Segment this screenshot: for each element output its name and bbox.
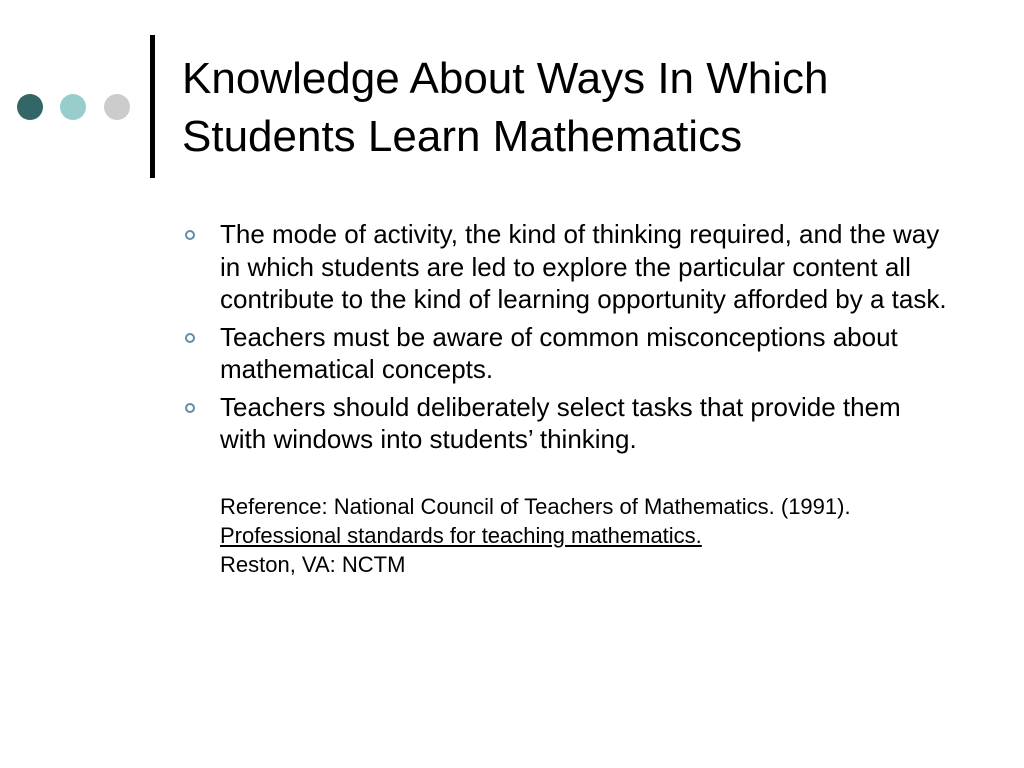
ring-bullet-icon bbox=[185, 333, 195, 343]
bullet-text: The mode of activity, the kind of thinking required, and the way in which students are led to explore the particular content all contribute to the kind of learning opportunity afforded by a task. bbox=[220, 219, 947, 314]
reference-title: Professional standards for teaching mathematics. bbox=[220, 522, 702, 548]
slide-title bbox=[182, 50, 1002, 166]
reference-suffix: Reston, VA: NCTM bbox=[220, 551, 406, 577]
gray-dot-icon bbox=[104, 94, 130, 120]
reference-citation bbox=[220, 492, 952, 579]
title-line-2: Students Learn Mathematics bbox=[182, 112, 743, 161]
reference-prefix: Reference: National Council of Teachers of Mathematics. (1991). bbox=[220, 493, 851, 519]
light-teal-dot-icon bbox=[60, 94, 86, 120]
bullet-text: Teachers must be aware of common misconceptions about mathematical concepts. bbox=[220, 321, 898, 384]
bullet-item bbox=[182, 321, 952, 386]
title-divider bbox=[150, 35, 155, 178]
slide-content bbox=[182, 218, 952, 579]
bullet-item bbox=[182, 391, 952, 456]
ring-bullet-icon bbox=[185, 230, 195, 240]
decorative-dots bbox=[15, 92, 135, 122]
ring-bullet-icon bbox=[185, 403, 195, 413]
bullet-list bbox=[182, 218, 952, 456]
dark-teal-dot-icon bbox=[17, 94, 43, 120]
bullet-item bbox=[182, 218, 952, 316]
bullet-text: Teachers should deliberately select tasks that provide them with windows into students’ thinking. bbox=[220, 391, 901, 454]
title-line-1: Knowledge About Ways In Which bbox=[182, 54, 829, 103]
